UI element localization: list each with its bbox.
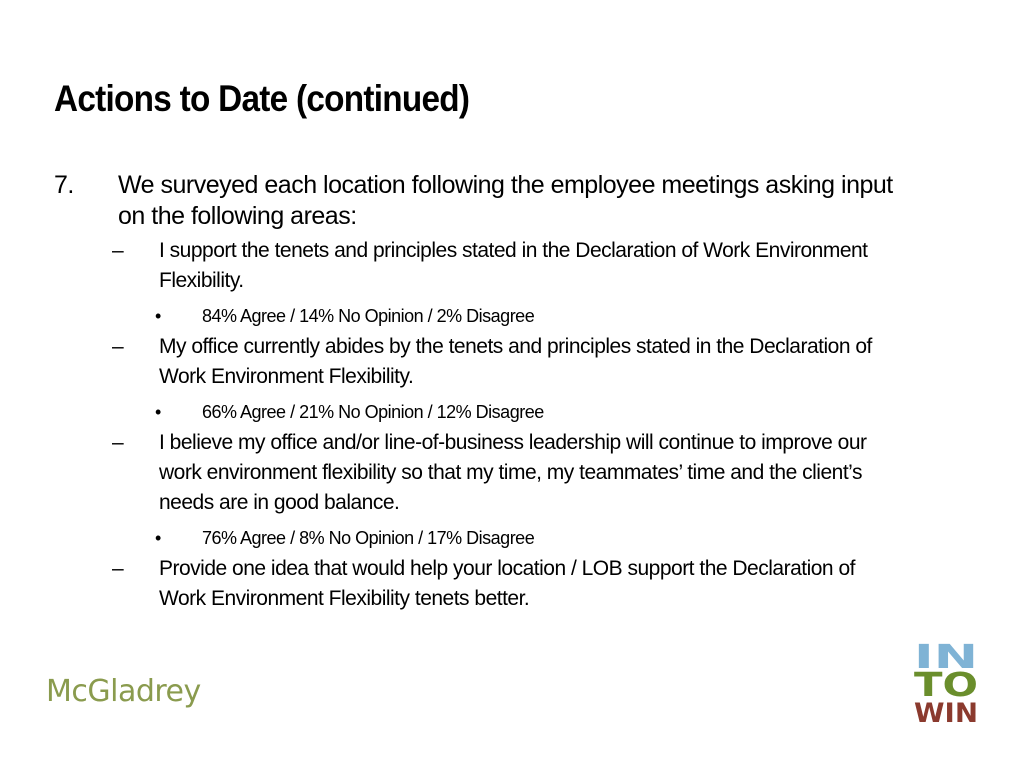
- item-number: 7.: [54, 171, 74, 199]
- subitem-4: [112, 554, 954, 614]
- subitem-text: I support the tenets and principles stated in the Declaration of Work Environment Flexibility.: [159, 239, 868, 292]
- subitem-text: My office currently abides by the tenets and principles stated in the Declaration of Work Environment Flexibility.: [159, 335, 872, 388]
- subitem-1: [112, 236, 954, 296]
- into-win-logo: [914, 642, 980, 724]
- logo-line-win: WIN: [914, 698, 978, 724]
- subitem-3-result: [155, 526, 954, 550]
- slide-title: Actions to Date (continued): [54, 78, 470, 119]
- dash-bullet: –: [112, 431, 124, 454]
- subitem-text: Provide one idea that would help your location / LOB support the Declaration of Work Environment Flexibility tenets better.: [159, 557, 855, 610]
- subitem-2-result: [155, 400, 954, 424]
- subitem-1-result: [155, 304, 954, 328]
- slide-content: [54, 170, 954, 614]
- result-text: 84% Agree / 14% No Opinion / 2% Disagree: [202, 306, 535, 326]
- numbered-item: [54, 170, 954, 232]
- subitem-3: [112, 428, 954, 518]
- logo-line-to: TO: [914, 665, 978, 704]
- subitem-2: [112, 332, 954, 392]
- result-text: 76% Agree / 8% No Opinion / 17% Disagree: [202, 528, 535, 548]
- dot-bullet: •: [155, 306, 161, 326]
- dot-bullet: •: [155, 528, 161, 548]
- dash-bullet: –: [112, 335, 124, 358]
- logo-line-in: IN: [914, 642, 978, 676]
- dot-bullet: •: [155, 402, 161, 422]
- company-logo: McGladrey: [46, 674, 201, 709]
- subitem-text: I believe my office and/or line-of-business leadership will continue to improve our work environment flexibility so that my time, my teammates’ time and the client’s needs are in good balance.: [159, 431, 867, 514]
- dash-bullet: –: [112, 557, 124, 580]
- item-text: We surveyed each location following the employee meetings asking input on the following areas:: [118, 171, 893, 230]
- dash-bullet: –: [112, 239, 124, 262]
- result-text: 66% Agree / 21% No Opinion / 12% Disagree: [202, 402, 544, 422]
